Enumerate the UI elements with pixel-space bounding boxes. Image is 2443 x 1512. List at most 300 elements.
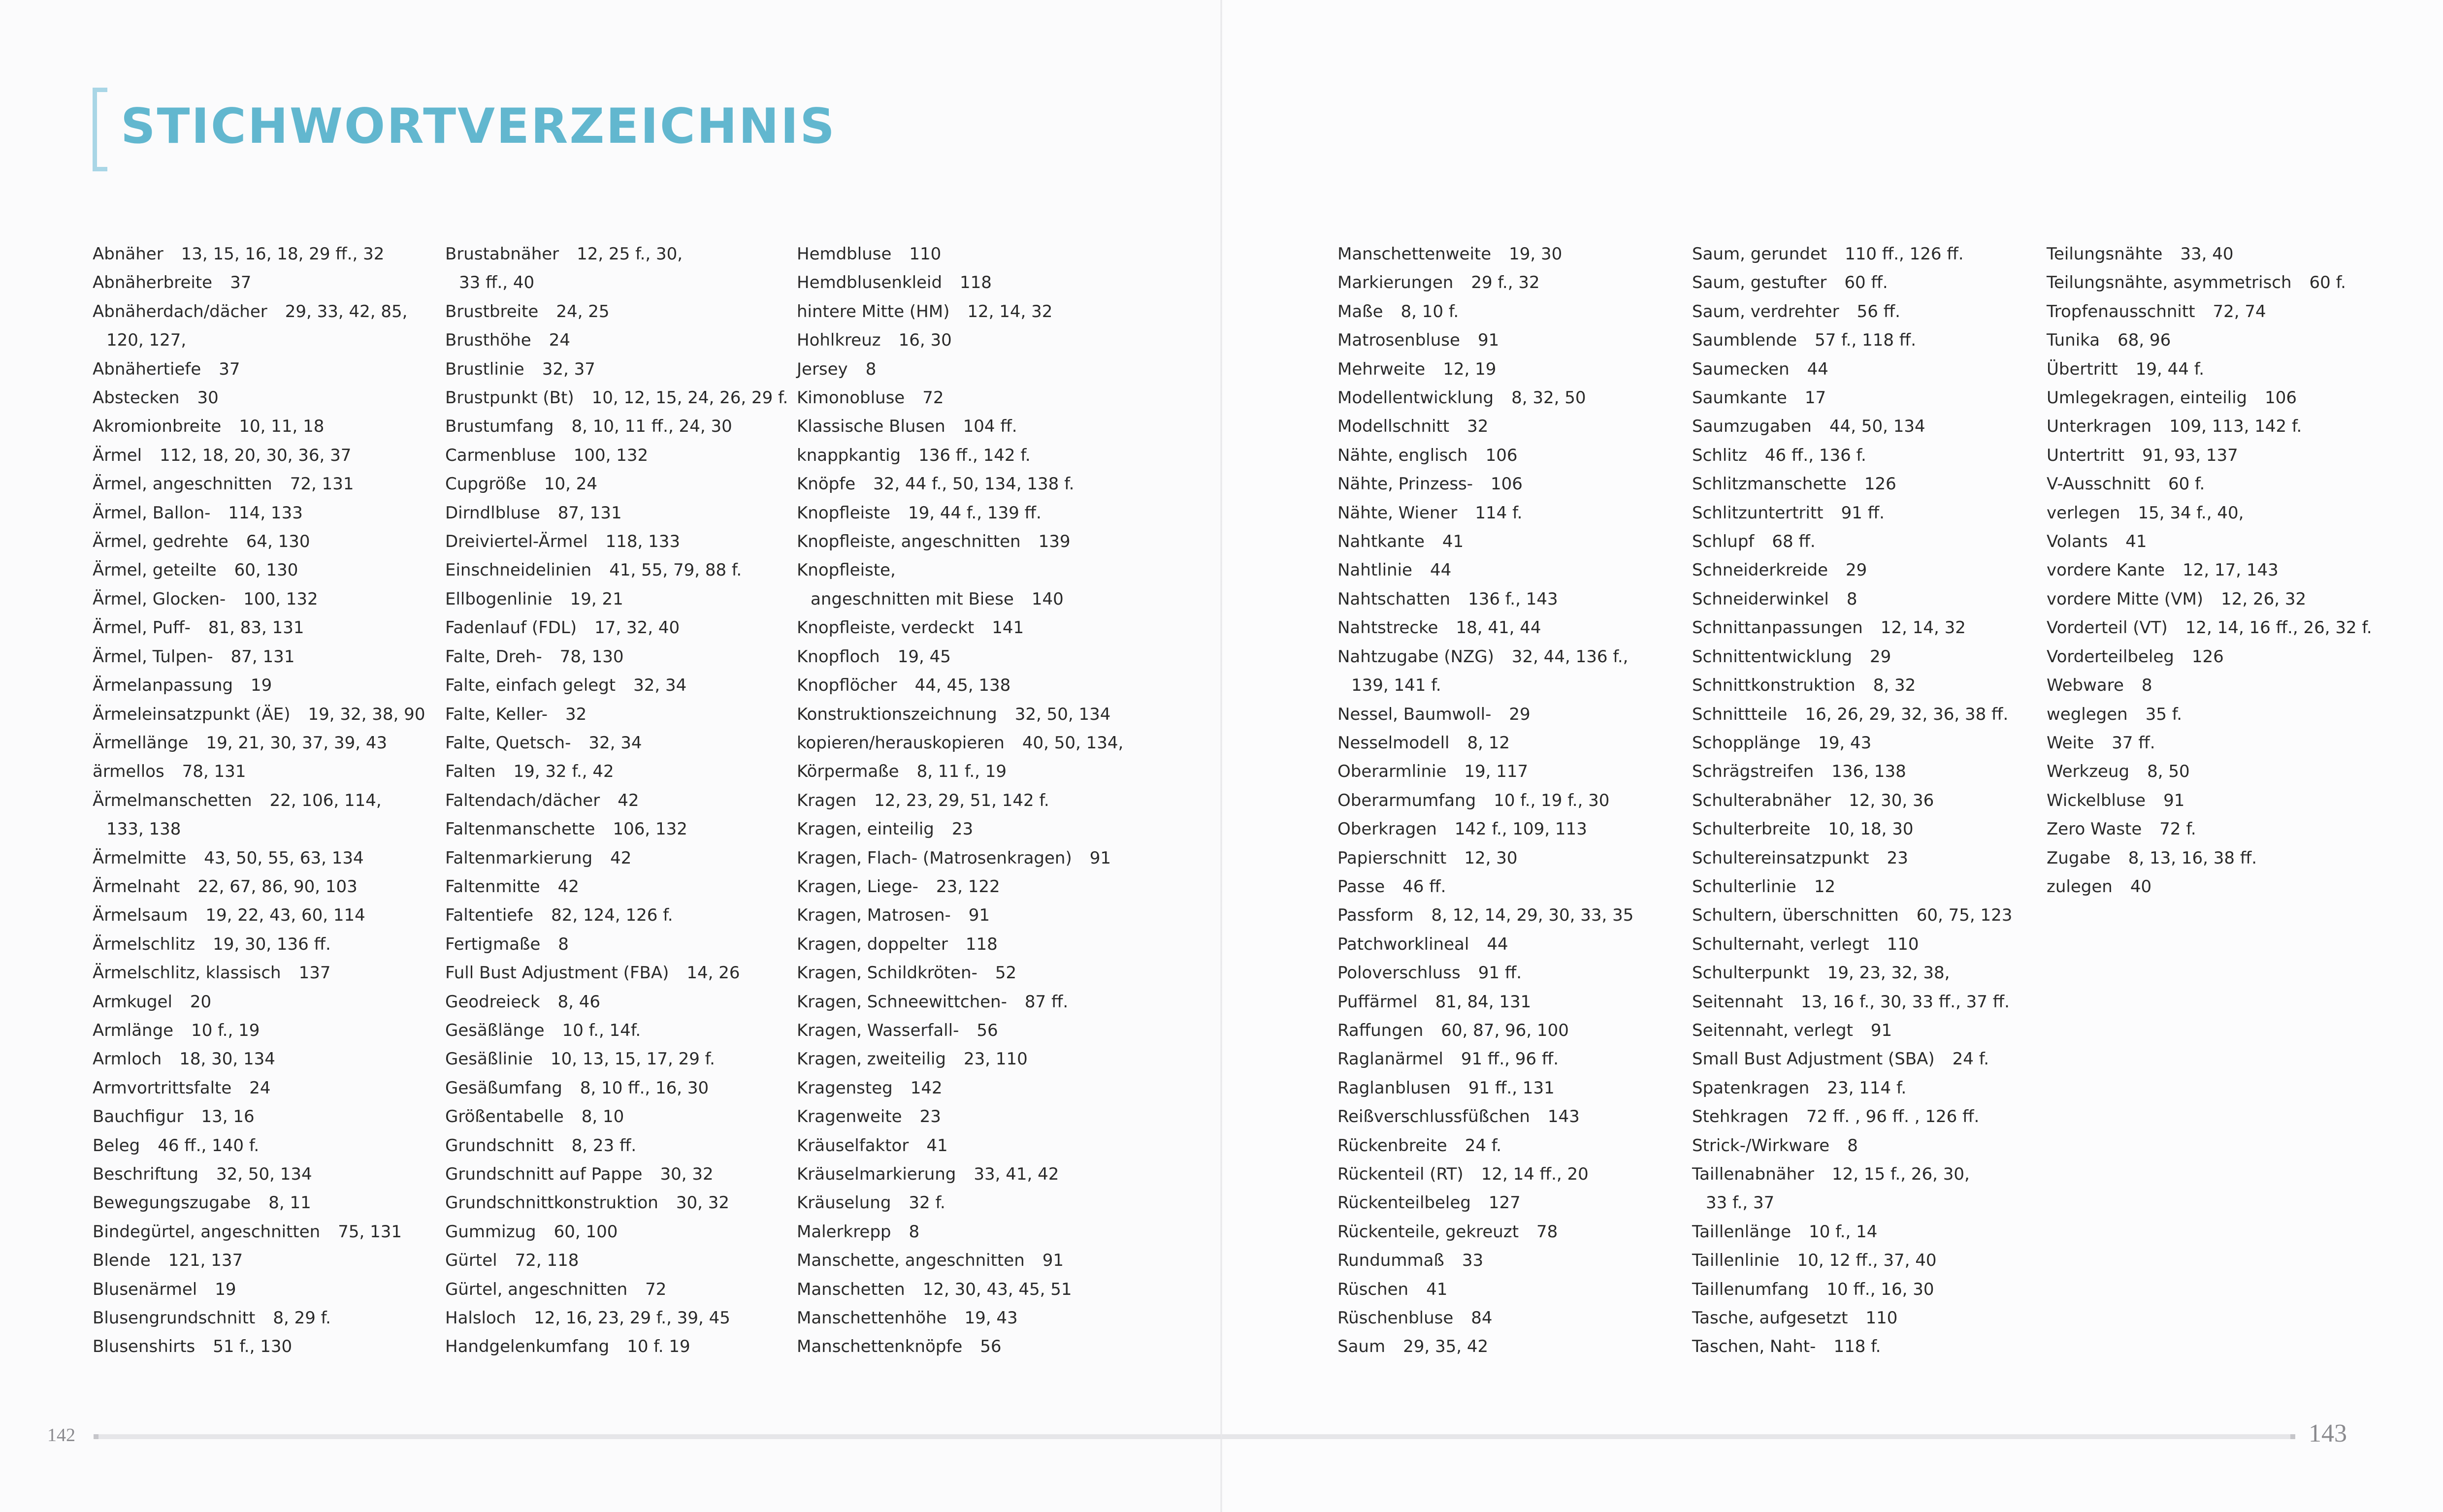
index-term: Brustbreite	[445, 301, 539, 322]
index-term: Ärmel, Puff-	[93, 618, 191, 638]
index-term: Schulterlinie	[1692, 876, 1796, 897]
index-term: Zero Waste	[2047, 819, 2142, 839]
index-term: Schnittanpassungen	[1692, 618, 1863, 638]
index-page-refs: 44	[1807, 359, 1828, 379]
index-entry	[1337, 470, 1633, 498]
footer-rule-right	[1222, 1434, 2295, 1439]
index-term: Kragen, Schildkröten-	[797, 963, 977, 983]
index-term: Taillenabnäher	[1692, 1164, 1815, 1184]
index-page-refs: 12, 14 ff., 20	[1481, 1164, 1589, 1184]
index-page-refs: 8, 32, 50	[1511, 388, 1586, 408]
index-term: kopieren/herauskopieren	[797, 733, 1005, 753]
index-term: Ärmel, geteilte	[93, 560, 217, 580]
index-entry	[797, 240, 1123, 268]
index-page-refs: 12, 15 f., 26, 30,	[1832, 1164, 1970, 1184]
index-entry	[93, 1246, 425, 1275]
index-term: Vorderteil (VT)	[2047, 618, 2168, 638]
index-entry	[93, 297, 425, 326]
index-entry	[93, 901, 425, 930]
index-page-refs: 120, 127,	[106, 330, 187, 351]
index-entry	[2047, 355, 2372, 384]
index-entry	[445, 959, 788, 987]
index-entry	[797, 930, 1123, 959]
index-entry	[1337, 1332, 1633, 1361]
index-entry	[93, 412, 425, 441]
index-page-refs: 68, 96	[2117, 330, 2171, 351]
index-term: Malerkrepp	[797, 1222, 891, 1242]
index-term: Akromionbreite	[93, 417, 222, 437]
index-entry	[93, 326, 425, 354]
index-term: Manschettenweite	[1337, 244, 1492, 264]
index-page-refs: 110	[1887, 934, 1919, 954]
index-page-refs: 136 ff., 142 f.	[918, 445, 1031, 465]
index-entry	[445, 384, 788, 412]
index-entry	[797, 1218, 1123, 1246]
index-entry	[1337, 1074, 1633, 1102]
index-entry	[1692, 556, 2012, 584]
index-term: Ellbogenlinie	[445, 589, 553, 609]
index-entry	[797, 729, 1123, 757]
index-term: Armkugel	[93, 992, 172, 1012]
index-term: Dreiviertel-Ärmel	[445, 532, 588, 552]
index-entry	[1692, 1275, 2012, 1304]
index-entry	[797, 1074, 1123, 1102]
index-entry	[1337, 1016, 1633, 1045]
index-entry	[2047, 613, 2372, 642]
index-entry	[1692, 1218, 2012, 1246]
index-term: Matrosenbluse	[1337, 330, 1460, 351]
index-entry	[93, 757, 425, 786]
index-entry	[445, 1016, 788, 1045]
index-page-refs: 29	[1846, 560, 1867, 580]
index-term: Halsloch	[445, 1308, 517, 1328]
index-page-refs: 23, 122	[936, 876, 1000, 897]
index-entry	[445, 527, 788, 556]
index-entry	[1692, 326, 2012, 354]
index-page-refs: 106	[2265, 388, 2297, 408]
index-term: Nähte, englisch	[1337, 445, 1468, 465]
index-page-refs: 29, 35, 42	[1403, 1337, 1489, 1357]
index-page-refs: 32	[1467, 417, 1489, 437]
index-term: V-Ausschnitt	[2047, 474, 2150, 494]
index-entry	[1692, 671, 2012, 700]
index-term: Blusenshirts	[93, 1337, 195, 1357]
index-term: Raffungen	[1337, 1020, 1424, 1040]
index-page-refs: 64, 130	[246, 532, 310, 552]
index-page-refs: 72, 74	[2213, 301, 2266, 322]
index-term: Nahtschatten	[1337, 589, 1451, 609]
index-entry	[445, 1275, 788, 1304]
index-term: Ärmel, Tulpen-	[93, 646, 213, 667]
index-term: Gesäßlänge	[445, 1020, 545, 1040]
index-term: Puffärmel	[1337, 992, 1418, 1012]
index-term: Gummizug	[445, 1222, 536, 1242]
index-entry	[445, 613, 788, 642]
index-entry	[445, 585, 788, 613]
index-entry	[797, 1275, 1123, 1304]
index-page-refs: 51 f., 130	[213, 1337, 293, 1357]
index-page-refs: 19, 22, 43, 60, 114	[205, 905, 365, 926]
index-page-refs: 8, 23 ff.	[571, 1135, 637, 1156]
index-entry	[93, 959, 425, 987]
index-page-refs: 12	[1814, 876, 1836, 897]
index-term: Oberarmumfang	[1337, 790, 1476, 810]
index-page-refs: 12, 14, 32	[967, 301, 1053, 322]
index-entry	[445, 643, 788, 671]
index-entry	[445, 326, 788, 354]
index-page-refs: 22, 106, 114,	[269, 790, 382, 810]
index-entry	[1337, 901, 1633, 930]
index-page-refs: 142	[910, 1078, 943, 1098]
index-page-refs: 91	[968, 905, 990, 926]
index-page-refs: 91	[1042, 1251, 1064, 1271]
index-term: Blusengrundschnitt	[93, 1308, 256, 1328]
index-term: Kragen, Matrosen-	[797, 905, 951, 926]
index-entry	[1337, 959, 1633, 987]
index-term: Faltenmarkierung	[445, 848, 593, 868]
index-page-refs: 133, 138	[106, 819, 181, 839]
index-term: Ärmel	[93, 445, 142, 465]
index-term: Konstruktionszeichnung	[797, 704, 997, 724]
index-page-refs: 44	[1487, 934, 1508, 954]
index-term: Blende	[93, 1251, 151, 1271]
index-term: Schlitzmanschette	[1692, 474, 1847, 494]
index-term: Schrägstreifen	[1692, 762, 1814, 782]
index-page-refs: 17, 32, 40	[594, 618, 680, 638]
index-term: Kragensteg	[797, 1078, 893, 1098]
index-page-refs: 8, 50	[2147, 762, 2190, 782]
index-entry	[1337, 585, 1633, 613]
index-page-refs: 37	[230, 273, 252, 293]
index-entry	[797, 815, 1123, 843]
index-entry	[93, 1332, 425, 1361]
index-entry	[445, 1332, 788, 1361]
index-term: Full Bust Adjustment (FBA)	[445, 963, 669, 983]
index-entry	[93, 729, 425, 757]
index-page-refs: 37	[219, 359, 240, 379]
index-page-refs: 143	[1547, 1107, 1580, 1127]
index-term: Saum, verdrehter	[1692, 301, 1839, 322]
index-entry	[1337, 1160, 1633, 1189]
index-term: Modellentwicklung	[1337, 388, 1494, 408]
index-page-refs: 12, 25 f., 30,	[577, 244, 683, 264]
index-term: Nähte, Wiener	[1337, 503, 1458, 523]
index-term: Manschetten	[797, 1279, 905, 1299]
index-term: Schlitzuntertritt	[1692, 503, 1824, 523]
index-page-refs: 142 f., 109, 113	[1454, 819, 1587, 839]
index-term: Falte, Keller-	[445, 704, 548, 724]
index-entry	[1692, 240, 2012, 268]
index-entry	[2047, 872, 2372, 901]
index-entry	[797, 556, 1123, 584]
index-column-6	[2047, 240, 2372, 901]
index-term: Geodreieck	[445, 992, 540, 1012]
index-page-refs: 32, 50, 134	[1014, 704, 1111, 724]
index-entry	[93, 1102, 425, 1131]
index-entry	[93, 1131, 425, 1160]
index-page-refs: 12, 30, 43, 45, 51	[922, 1279, 1072, 1299]
index-page-refs: 23, 114 f.	[1827, 1078, 1907, 1098]
index-term: Schlitz	[1692, 445, 1747, 465]
index-entry	[1337, 729, 1633, 757]
index-entry	[1337, 412, 1633, 441]
index-term: angeschnitten mit Biese	[811, 589, 1014, 609]
index-entry	[445, 815, 788, 843]
index-term: Knopfleiste, angeschnitten	[797, 532, 1021, 552]
index-entry	[445, 671, 788, 700]
index-entry	[93, 585, 425, 613]
index-page-refs: 56	[980, 1337, 1002, 1357]
index-term: Schneiderwinkel	[1692, 589, 1829, 609]
index-term: Falte, Dreh-	[445, 646, 542, 667]
index-page-refs: 8, 10, 11 ff., 24, 30	[571, 417, 732, 437]
index-page-refs: 10, 12, 15, 24, 26, 29 f.	[591, 388, 788, 408]
index-term: Fertigmaße	[445, 934, 541, 954]
index-term: Kimonobluse	[797, 388, 905, 408]
index-term: hintere Mitte (HM)	[797, 301, 950, 322]
index-term: vordere Mitte (VM)	[2047, 589, 2204, 609]
index-entry	[1692, 700, 2012, 729]
index-page-refs: 91, 93, 137	[2142, 445, 2238, 465]
index-entry	[1337, 872, 1633, 901]
index-entry	[2047, 585, 2372, 613]
index-page-refs: 127	[1488, 1193, 1521, 1213]
index-entry	[445, 441, 788, 470]
index-term: Fadenlauf (FDL)	[445, 618, 577, 638]
index-page-refs: 60, 100	[554, 1222, 618, 1242]
index-page-refs: 32, 44, 136 f.,	[1511, 646, 1629, 667]
index-page-refs: 87, 131	[557, 503, 622, 523]
index-entry	[2047, 671, 2372, 700]
index-term: Schultern, überschnitten	[1692, 905, 1899, 926]
index-entry	[93, 1189, 425, 1217]
index-entry	[93, 355, 425, 384]
index-page-refs: 19, 43	[964, 1308, 1018, 1328]
index-entry	[1337, 326, 1633, 354]
index-term: Kragen, doppelter	[797, 934, 948, 954]
index-page-refs: 52	[995, 963, 1017, 983]
index-page-refs: 42	[618, 790, 639, 810]
index-entry	[1337, 1218, 1633, 1246]
index-page-refs: 72, 118	[515, 1251, 579, 1271]
index-term: Passform	[1337, 905, 1414, 926]
index-entry	[445, 470, 788, 498]
index-entry	[2047, 499, 2372, 527]
index-page-refs: 60, 87, 96, 100	[1441, 1020, 1569, 1040]
index-entry	[1337, 527, 1633, 556]
index-page-refs: 8, 12, 14, 29, 30, 33, 35	[1431, 905, 1634, 926]
index-entry	[445, 901, 788, 930]
index-entry	[2047, 470, 2372, 498]
index-entry	[445, 700, 788, 729]
index-entry	[93, 240, 425, 268]
index-page-refs: 91	[1477, 330, 1499, 351]
index-term: Brusthöhe	[445, 330, 531, 351]
index-entry	[445, 297, 788, 326]
index-entry	[797, 1045, 1123, 1073]
index-term: Faltenmanschette	[445, 819, 595, 839]
index-page-refs: 42	[610, 848, 632, 868]
index-term: Untertritt	[2047, 445, 2125, 465]
index-term: Kräuselung	[797, 1193, 891, 1213]
index-entry	[445, 499, 788, 527]
index-page-refs: 121, 137	[168, 1251, 243, 1271]
index-page-refs: 81, 84, 131	[1435, 992, 1531, 1012]
index-term: Kragen, einteilig	[797, 819, 934, 839]
index-entry	[797, 470, 1123, 498]
index-page-refs: 68 ff.	[1772, 532, 1816, 552]
index-entry	[2047, 700, 2372, 729]
index-term: Schulterabnäher	[1692, 790, 1831, 810]
index-entry	[445, 988, 788, 1016]
index-term: Brustumfang	[445, 417, 554, 437]
index-entry	[1692, 527, 2012, 556]
index-term: Papierschnitt	[1337, 848, 1447, 868]
index-page-refs: 16, 30	[898, 330, 952, 351]
index-page-refs: 29	[1509, 704, 1531, 724]
index-term: Taillenlinie	[1692, 1251, 1780, 1271]
index-term: Blusenärmel	[93, 1279, 197, 1299]
index-term: Modellschnitt	[1337, 417, 1450, 437]
index-page-refs: 10 f., 14	[1809, 1222, 1878, 1242]
index-term: Weite	[2047, 733, 2094, 753]
index-term: Schnittentwicklung	[1692, 646, 1853, 667]
index-entry	[2047, 815, 2372, 843]
index-page-refs: 57 f., 118 ff.	[1815, 330, 1917, 351]
index-term: Schlupf	[1692, 532, 1755, 552]
index-entry	[1692, 1016, 2012, 1045]
index-term: Raglanärmel	[1337, 1049, 1443, 1069]
index-entry	[93, 988, 425, 1016]
index-term: Jersey	[797, 359, 848, 379]
index-term: Bauchfigur	[93, 1107, 184, 1127]
index-page-refs: 8, 46	[557, 992, 601, 1012]
index-page-refs: 46 ff., 140 f.	[158, 1135, 260, 1156]
index-page-refs: 56	[977, 1020, 998, 1040]
index-page-refs: 114, 133	[228, 503, 303, 523]
index-term: Teilungsnähte, asymmetrisch	[2047, 273, 2292, 293]
index-page-refs: 110	[1865, 1308, 1898, 1328]
index-term: Markierungen	[1337, 273, 1454, 293]
index-entry	[797, 297, 1123, 326]
index-term: Saumblende	[1692, 330, 1797, 351]
index-page-refs: 19, 43	[1818, 733, 1872, 753]
index-entry	[2047, 297, 2372, 326]
index-page-refs: 78, 131	[182, 762, 246, 782]
index-term: Teilungsnähte	[2047, 244, 2163, 264]
index-page-refs: 13, 16 f., 30, 33 ff., 37 ff.	[1801, 992, 2010, 1012]
index-page-refs: 84	[1471, 1308, 1493, 1328]
index-page-refs: 41	[926, 1135, 948, 1156]
index-entry	[1692, 1189, 2012, 1217]
index-term: Gesäßlinie	[445, 1049, 533, 1069]
index-term: Schulterbreite	[1692, 819, 1811, 839]
index-page-refs: 118	[960, 273, 992, 293]
index-page-refs: 91	[2163, 790, 2185, 810]
index-page-refs: 41	[1426, 1279, 1448, 1299]
index-page-refs: 30	[197, 388, 219, 408]
index-entry	[2047, 441, 2372, 470]
index-term: weglegen	[2047, 704, 2128, 724]
index-term: Werkzeug	[2047, 762, 2130, 782]
index-page-refs: 19, 23, 32, 38,	[1827, 963, 1950, 983]
index-page-refs: 8	[1846, 589, 1857, 609]
index-term: Armvortrittsfalte	[93, 1078, 232, 1098]
index-entry	[2047, 844, 2372, 872]
index-entry	[1692, 585, 2012, 613]
index-entry	[1692, 297, 2012, 326]
index-term: Oberkragen	[1337, 819, 1437, 839]
index-entry	[797, 268, 1123, 297]
index-entry	[797, 355, 1123, 384]
index-term: Handgelenkumfang	[445, 1337, 610, 1357]
index-entry	[797, 1131, 1123, 1160]
index-term: Ärmelmanschetten	[93, 790, 252, 810]
index-entry	[1692, 1102, 2012, 1131]
index-entry	[1337, 613, 1633, 642]
index-entry	[93, 499, 425, 527]
index-entry	[93, 930, 425, 959]
index-page-refs: 8, 11	[268, 1193, 311, 1213]
index-page-refs: 29	[1870, 646, 1891, 667]
index-page-refs: 8	[865, 359, 877, 379]
index-term: Grundschnitt auf Pappe	[445, 1164, 643, 1184]
index-term: Nesselmodell	[1337, 733, 1450, 753]
index-page-refs: 23	[1887, 848, 1908, 868]
index-page-refs: 8	[909, 1222, 920, 1242]
index-page-refs: 72 f.	[2159, 819, 2196, 839]
index-term: Faltentiefe	[445, 905, 534, 926]
index-entry	[93, 671, 425, 700]
index-entry	[1692, 412, 2012, 441]
index-term: Abnäher	[93, 244, 163, 264]
index-entry	[1692, 643, 2012, 671]
index-term: Ärmeleinsatzpunkt (ÄE)	[93, 704, 291, 724]
index-term: Webware	[2047, 676, 2124, 696]
index-entry	[445, 1102, 788, 1131]
index-column-4	[1337, 240, 1633, 1361]
index-term: Schulterpunkt	[1692, 963, 1810, 983]
index-page-refs: 32, 50, 134	[216, 1164, 312, 1184]
index-page-refs: 23	[951, 819, 974, 839]
index-page-refs: 91 ff., 96 ff.	[1461, 1049, 1559, 1069]
index-entry	[93, 1074, 425, 1102]
index-term: Brustabnäher	[445, 244, 559, 264]
index-term: Maße	[1337, 301, 1383, 322]
index-entry	[93, 872, 425, 901]
index-page-refs: 16, 26, 29, 32, 36, 38 ff.	[1805, 704, 2009, 724]
index-term: Carmenbluse	[445, 445, 556, 465]
index-term: Small Bust Adjustment (SBA)	[1692, 1049, 1935, 1069]
index-term: Kragen, zweiteilig	[797, 1049, 946, 1069]
index-entry	[93, 1016, 425, 1045]
index-page-refs: 19, 32 f., 42	[513, 762, 614, 782]
index-entry	[797, 643, 1123, 671]
index-page-refs: 110	[909, 244, 942, 264]
index-page-refs: 32, 34	[588, 733, 642, 753]
index-term: Tasche, aufgesetzt	[1692, 1308, 1848, 1328]
index-entry	[1692, 988, 2012, 1016]
index-entry	[445, 240, 788, 268]
index-page-refs: 126	[1864, 474, 1896, 494]
index-page-refs: 29 f., 32	[1471, 273, 1540, 293]
index-entry	[797, 412, 1123, 441]
index-entry	[797, 786, 1123, 815]
index-entry	[2047, 556, 2372, 584]
index-page-refs: 106	[1491, 474, 1523, 494]
index-entry	[1337, 268, 1633, 297]
index-page-refs: 15, 34 f., 40,	[2138, 503, 2244, 523]
